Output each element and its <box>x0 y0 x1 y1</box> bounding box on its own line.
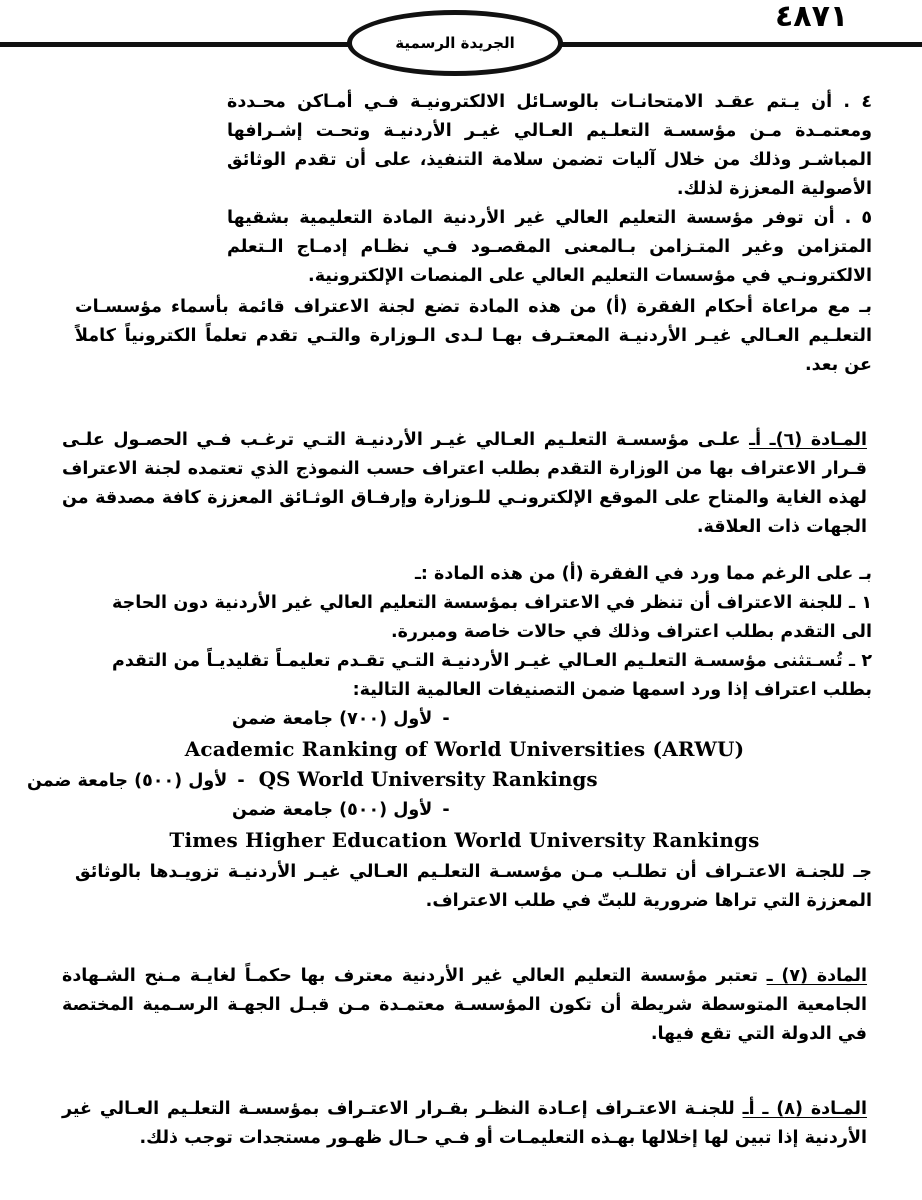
numbered-item-5: ٥ . أن توفر مؤسسة التعليم العالي غير الأردنية المادة التعليمية بشقيها المتزامن وغير المتـزامن بـالمعنى المقصـود فـي نظـام إدمـاج الـتعلم الالكترونـي في مؤسسات التعليم العالي على المنصات الإلكترونية. <box>227 208 872 286</box>
page-number: ٤٨٧١ <box>775 0 849 34</box>
article-6 <box>62 426 867 542</box>
article-8-text: للجنـة الاعتـراف إعـادة النظـر بقـرار الاعتـراف بمؤسسـة التعلـيم العـالي غير الأردنية إذا تبين لها إخلالها بهـذه التعليمـات أو فـي حـال ظهـور مستجدات توجب ذلك. <box>62 1099 867 1148</box>
ranking-name-arwu: Academic Ranking of World Universities (ARWU) <box>184 737 745 761</box>
spacer <box>0 1049 922 1075</box>
article-6-clause-b-intro: بـ على الرغم مما ورد في الفقرة (أ) من هذه المادة :ـ <box>414 564 872 584</box>
ranking-bullet-2-arabic-group <box>27 767 253 796</box>
article-7 <box>62 962 867 1049</box>
document-body <box>0 88 922 1153</box>
article-8-label: المـادة (٨) ـ أـ <box>742 1099 867 1119</box>
ranking-bullet-3-arabic: لأول (٥٠٠) جامعة ضمن <box>232 800 433 820</box>
numbered-item-4: ٤ . أن يـتم عقـد الامتحانـات بالوسـائل الالكترونيـة فـي أمـاكن محـددة ومعتمـدة مـن مؤسسـة التعلـيم العـالي غيـر الأردنيـة وتحـت إشـرافها المباشـر وذلك من خلال آليات تضمن سلامة التنفيذ، على أن تقدم الوثائق الأصولية المعززة لذلك. <box>227 92 872 199</box>
bullet-dash-icon: - <box>237 771 245 791</box>
spacer <box>0 542 922 560</box>
ranking-bullet-2 <box>27 765 872 796</box>
bullet-dash-icon: - <box>442 709 450 729</box>
ranking-name-times: Times Higher Education World University Rankings <box>169 828 760 852</box>
ranking-bullet-1-arabic: لأول (٧٠٠) جامعة ضمن <box>232 709 433 729</box>
article-6-text: علـى مؤسسـة التعلـيم العـالي غيـر الأردنيـة التـي ترغـب فـي الحصـول علـى قـرار الاعتراف بها من الوزارة التقدم بطلب اعتراف حسب النموذج الذي تعتمده لجنة الاعتراف لهذه الغاية والمتاح على الموقع الإلكترونـي للـوزارة وإرفـاق الوثـائق المعززة كافة مصدقة من الجهات ذات العلاقة. <box>62 430 867 537</box>
article-7-label: المادة (٧) ـ <box>766 966 868 986</box>
spacer <box>0 916 922 942</box>
ranking-bullet-1 <box>232 705 872 734</box>
article-6-sub-item-2: ٢ ـ تُسـتثنى مؤسسـة التعلـيم العـالي غيـر الأردنيـة التـي تقـدم تعليمـاً تقليديـاً من التقدم بطلب اعتراف إذا ورد اسمها ضمن التصنيفات العالمية التالية: <box>112 651 872 700</box>
page-header <box>0 0 922 88</box>
article-8 <box>62 1095 867 1153</box>
article-6-sub-item-1: ١ ـ للجنة الاعتراف أن تنظر في الاعتراف بمؤسسة التعليم العالي غير الأردنية دون الحاجة الى التقدم بطلب اعتراف وذلك في حالات خاصة ومبررة. <box>112 593 872 642</box>
ranking-name-qs: QS World University Rankings <box>258 767 598 791</box>
spacer <box>0 380 922 406</box>
gazette-badge <box>347 10 563 76</box>
article-6-label: المـادة (٦)ـ أـ <box>749 430 867 450</box>
article-6-clause-c: جـ للجنـة الاعتـراف أن تطلـب مـن مؤسسـة التعلـيم العـالي غيـر الأردنيـة تزويـدها بالوثائق المعززة التي تراها ضرورية للبتّ في طلب الاعتراف. <box>75 862 872 911</box>
bullet-dash-icon: - <box>442 800 450 820</box>
gazette-badge-label: الجريدة الرسمية <box>395 34 515 52</box>
ranking-bullet-3 <box>232 796 872 825</box>
clause-b-of-article-5: بـ مع مراعاة أحكام الفقرة (أ) من هذه المادة تضع لجنة الاعتراف قائمة بأسماء مؤسسـات التعلـيم العـالي غيـر الأردنيـة المعتـرف بهـا لـدى الـوزارة والتـي تقدم تعلماً الكترونياً كاملاً عن بعد. <box>75 297 872 375</box>
ranking-bullet-2-arabic: لأول (٥٠٠) جامعة ضمن <box>27 771 228 791</box>
article-7-text: تعتبر مؤسسة التعليم العالي غير الأردنية معترف بها حكمـاً لغايـة مـنح الشـهادة الجامعية المتوسطة شريطة أن تكون المؤسسـة معتمـدة مـن قبـل الجهـة الرسـمية المختصة في الدولة التي تقع فيها. <box>62 966 867 1044</box>
